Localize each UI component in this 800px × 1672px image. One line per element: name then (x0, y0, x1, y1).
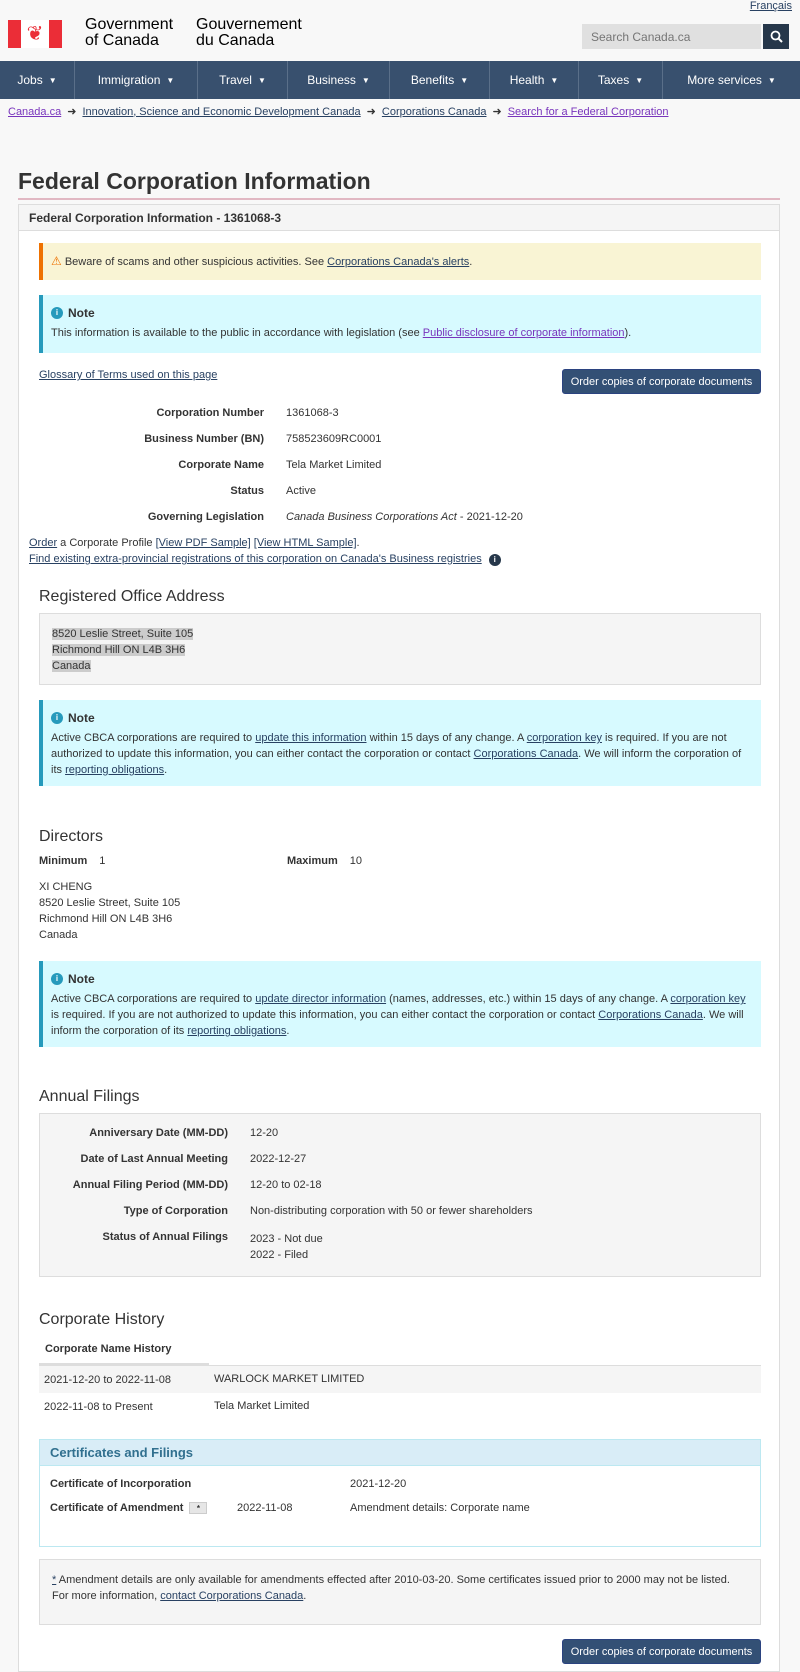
menu-item-jobs[interactable]: Jobs ▼ (0, 61, 75, 99)
search-input[interactable] (582, 24, 761, 49)
wordmark-french[interactable]: Gouvernement du Canada (196, 16, 302, 49)
menu-item-health[interactable]: Health ▼ (490, 61, 579, 99)
director-entry: XI CHENG 8520 Leslie Street, Suite 105 Richmond Hill ON L4B 3H6 Canada (39, 881, 181, 941)
arrow-right-icon: ➜ (67, 106, 77, 118)
info-icon: i (51, 307, 63, 319)
table-row: 2021-12-20 to 2022-11-08 WARLOCK MARKET LIMITED (39, 1365, 761, 1393)
certificate-incorporation-label: Certificate of Incorporation (50, 1478, 192, 1490)
canada-flag-icon: ❦ (8, 20, 62, 48)
menu-item-travel[interactable]: Travel ▼ (198, 61, 288, 99)
search-button[interactable] (763, 24, 789, 49)
menu-item-taxes[interactable]: Taxes ▼ (579, 61, 663, 99)
order-documents-button[interactable]: Order copies of corporate documents (562, 369, 761, 394)
menu-item-more-services[interactable]: More services ▼ (687, 73, 776, 87)
chevron-down-icon: ▼ (257, 75, 266, 85)
menu-item-business[interactable]: Business ▼ (288, 61, 390, 99)
main-menu (0, 61, 800, 99)
extra-provincial-line (29, 553, 506, 566)
breadcrumb-link-canada[interactable]: Canada.ca (8, 105, 62, 118)
amendment-details-button[interactable]: * (189, 1502, 207, 1514)
note-public-disclosure: i Note This information is available to the public in accordance with legislation (see Public disclosure of corporate information). (39, 295, 761, 353)
note-registered-office: i Note Active CBCA corporations are required to update this information within 15 days of any change. A corporation key is required. If you are not authorized to update this information, you can either contact the corporation or contact Corporations Canada. We will inform the corporation of its reporting obligations. (39, 700, 761, 786)
chevron-down-icon: ▼ (550, 75, 559, 85)
glossary-link[interactable]: Glossary of Terms used on this page (39, 369, 218, 381)
corporation-key-link[interactable]: corporation key (526, 732, 602, 744)
reporting-obligations-link[interactable]: reporting obligations (65, 764, 165, 776)
title-divider (18, 198, 780, 200)
update-director-information-link[interactable]: update director information (255, 993, 387, 1005)
language-toggle-link[interactable]: Français (749, 0, 792, 12)
top-bar (0, 0, 800, 60)
info-icon: i (51, 973, 63, 985)
view-html-sample-link[interactable]: [View HTML Sample] (253, 537, 357, 549)
note-directors: i Note Active CBCA corporations are required to update director information (names, addresses, etc.) within 15 days of any change. A corporation key is required. If you are not authorized to update this information, you can either contact the corporation or contact Corporations Canada. We will inform the corporation of its reporting obligations. (39, 961, 761, 1047)
chevron-down-icon: ▼ (166, 75, 175, 85)
order-documents-button-bottom[interactable]: Order copies of corporate documents (562, 1639, 761, 1664)
wordmark-english[interactable]: Government of Canada (85, 16, 174, 49)
name-history-header: Corporate Name History (45, 1343, 172, 1355)
corporations-canada-link[interactable]: Corporations Canada (598, 1009, 703, 1021)
extra-provincial-link[interactable]: Find existing extra-provincial registrations of this corporation on Canada's Business registries (29, 553, 482, 565)
directors-minimum: Minimum 1 (39, 855, 106, 867)
breadcrumb-link-search[interactable]: Search for a Federal Corporation (507, 105, 669, 118)
registered-office-heading: Registered Office Address (39, 588, 225, 605)
directors-maximum: Maximum 10 (287, 855, 362, 867)
breadcrumb (8, 105, 669, 118)
certificates-panel (39, 1439, 761, 1547)
menu-item-benefits[interactable]: Benefits ▼ (390, 61, 490, 99)
chevron-down-icon: ▼ (767, 75, 776, 85)
chevron-down-icon: ▼ (635, 75, 644, 85)
certificate-incorporation-date: 2021-12-20 (350, 1478, 407, 1490)
contact-corporations-canada-link[interactable]: contact Corporations Canada (160, 1590, 304, 1602)
page-title: Federal Corporation Information (18, 168, 371, 194)
certificate-amendment-label: Certificate of Amendment * (50, 1502, 207, 1514)
arrow-right-icon: ➜ (366, 106, 376, 118)
footnote-marker-link[interactable]: * (52, 1574, 57, 1586)
corporate-profile-line: Order a Corporate Profile [View PDF Sample] [View HTML Sample]. (29, 537, 360, 549)
update-information-link[interactable]: update this information (255, 732, 367, 744)
scam-alert: ⚠ Beware of scams and other suspicious activities. See Corporations Canada's alerts. (39, 243, 761, 280)
chevron-down-icon: ▼ (48, 75, 57, 85)
warning-icon: ⚠ (51, 254, 62, 268)
directors-heading: Directors (39, 828, 104, 845)
alerts-link[interactable]: Corporations Canada's alerts (327, 256, 470, 268)
chevron-down-icon: ▼ (460, 75, 469, 85)
certificates-heading: Certificates and Filings (40, 1440, 760, 1466)
breadcrumb-link-corporations-canada[interactable]: Corporations Canada (381, 105, 487, 118)
corporation-key-link[interactable]: corporation key (670, 993, 746, 1005)
amendment-footnote: * Amendment details are only available for amendments effected after 2010-03-20. Some certificates issued prior to 2000 may not be listed. For more information, contact Corporations Canada. (39, 1559, 761, 1625)
chevron-down-icon: ▼ (361, 75, 370, 85)
search-icon (770, 30, 783, 43)
order-profile-link[interactable]: Order (29, 537, 58, 549)
certificate-amendment-date: 2022-11-08 (237, 1502, 293, 1514)
corporation-panel: Federal Corporation Information - 1361068-3 ⚠ Beware of scams and other suspicious activities. See Corporations Canada's alerts. i Note This information is available to the public in accordance with legislation (see Public disclosure of corporate information). Glossary of Terms used on this page Order copies of corporate documents Corporation Number 1361068-3 Business Number (BN) 758523609RC0001 Corporate Name Tela Market Limited Status Active Governing Legislation Canada Business Corporations Act - 2021-12-20 Order a Corporate Profile [View PDF Sample] [View HTML Sample]. Find existing extra-provincial registrations of this corporation on Canada's Business registries i Registered Office Address 8520 Leslie Street, Suite 105 Richmond Hill ON L4B 3H6 Canada i Note Active CBCA corporations are required to update this information within 15 days of any change. A corporation key is required. If you are not authorized to update this information, you can either contact the corporation or contact Corporations Canada. We will inform the corporation of its reporting obligations. Directors Minimum 1 Maximum 10 XI CHENG 8520 Leslie Street, Suite 105 Richmond Hill ON L4B 3H6 Canada i Note Active CBCA corporations are required to update director information (names, addresses, etc.) within 15 days of any change. A corporation key is required. If you are not authorized to update this information, you can either contact the corporation or contact Corporations Canada. We will inform the corporation of its reporting obligations. Annual Filings Anniversary Date (MM-DD) 12-20 Date of Last Annual Meeting 2022-12-27 Annual Filing Period (MM-DD) 12-20 to 02-18 Type of Corporation Non-distributing corporation with 50 or fewer shareholders Status of Annual Filings 2023 - Not due 2022 - Filed Corporate History Corporate Name History 2021-12-20 to 2022-11-08 WARLOCK MARKET LIMITED 2022-11-08 to Present Tela Market Limited Certificates and Filings Certificate of Incorporation 2021-12-20 Certificate of Amendment * 2022-11-08 Amendment details: Corporate name * Amendment details are only available for amendments effected after 2010-03-20. Some certificates issued prior to 2000 may not be listed. For more information, contact Corporations Canada. Order copies of corporate documents (18, 204, 780, 1672)
corporations-canada-link[interactable]: Corporations Canada (473, 748, 579, 760)
view-pdf-sample-link[interactable]: [View PDF Sample] (155, 537, 251, 549)
annual-filings-heading: Annual Filings (39, 1088, 140, 1105)
corporate-history-heading: Corporate History (39, 1311, 165, 1328)
breadcrumb-link-ised[interactable]: Innovation, Science and Economic Development Canada (82, 105, 361, 118)
certificate-amendment-details: Amendment details: Corporate name (350, 1502, 530, 1514)
menu-item-immigration[interactable]: Immigration ▼ (75, 61, 198, 99)
table-row: 2022-11-08 to Present Tela Market Limited (44, 1400, 310, 1413)
info-icon[interactable]: i (489, 554, 501, 566)
arrow-right-icon: ➜ (492, 106, 502, 118)
registered-office-address: 8520 Leslie Street, Suite 105 Richmond Hill ON L4B 3H6 Canada (39, 613, 761, 685)
reporting-obligations-link[interactable]: reporting obligations (187, 1025, 287, 1037)
info-icon: i (51, 712, 63, 724)
panel-title: Federal Corporation Information - 1361068-3 (19, 205, 779, 231)
public-disclosure-link[interactable]: Public disclosure of corporate information (422, 327, 625, 339)
